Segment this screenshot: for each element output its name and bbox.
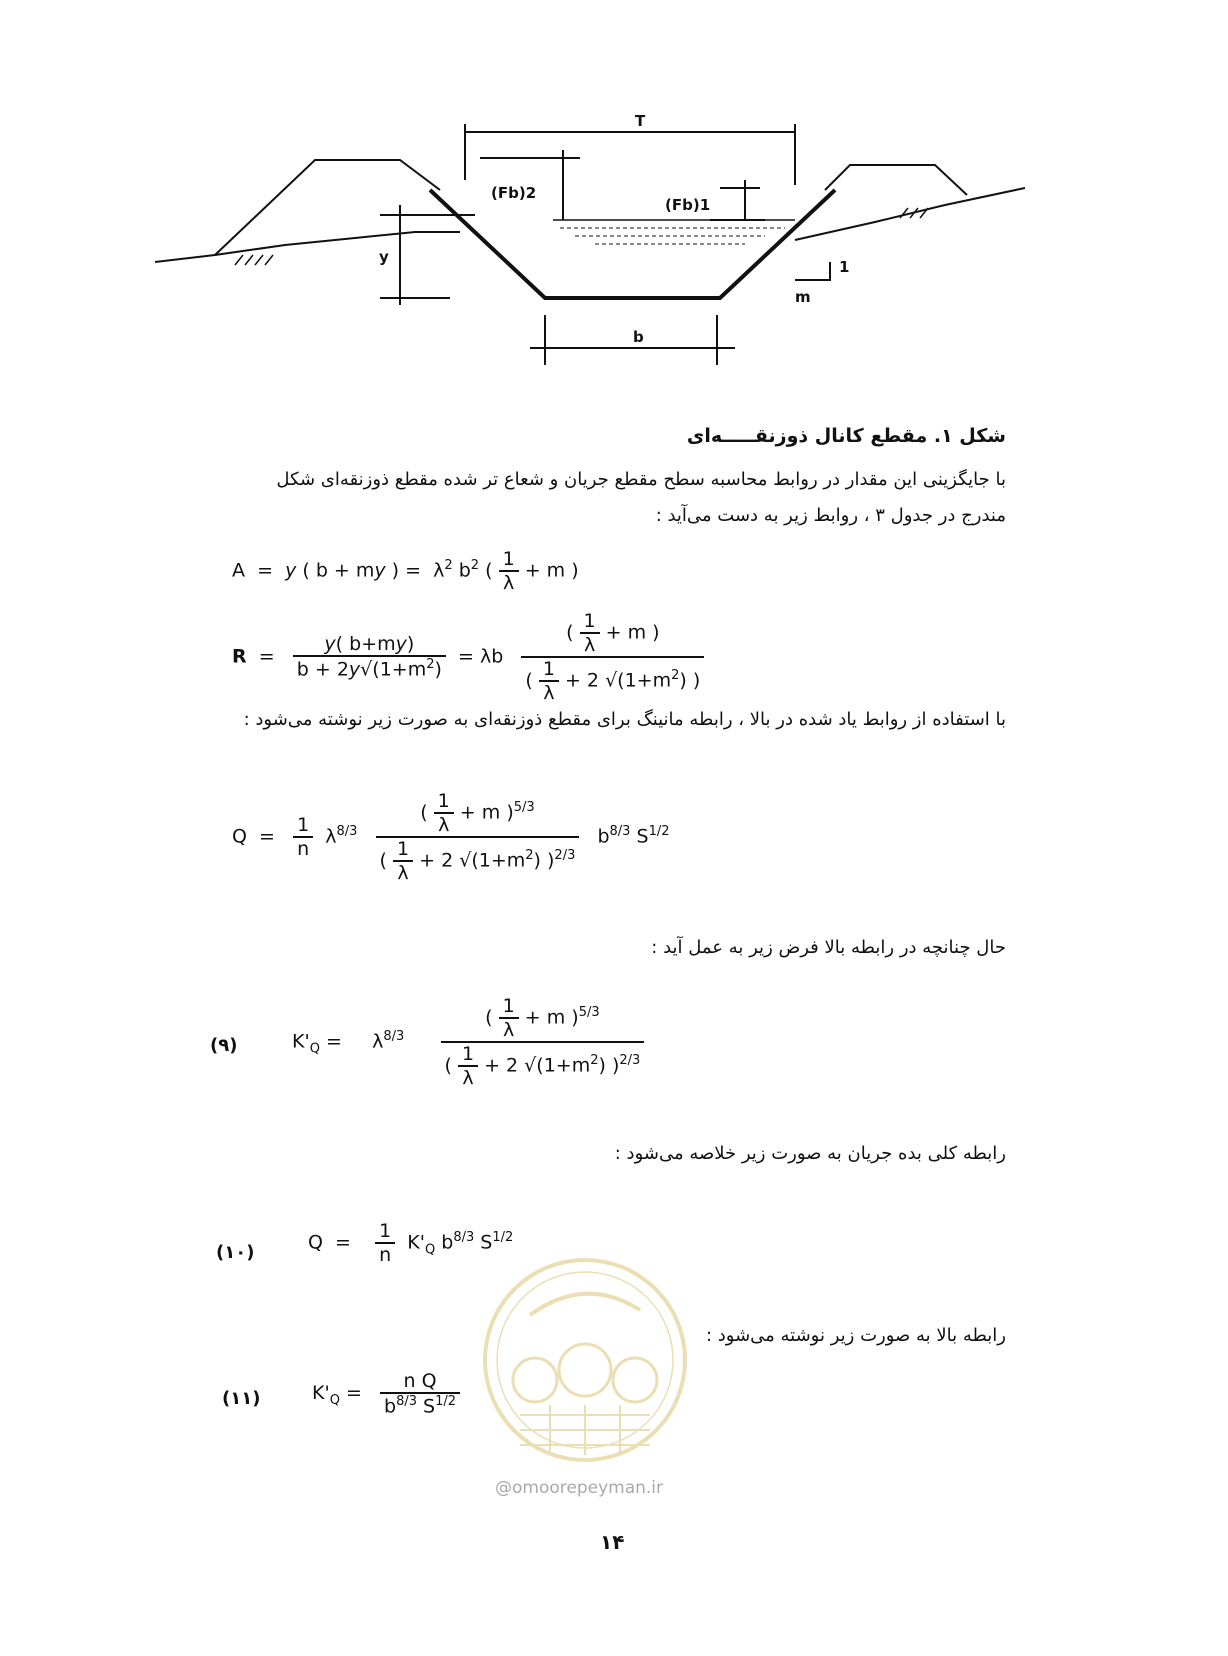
right-embankment (825, 165, 967, 195)
dim-fb1 (710, 180, 765, 220)
watermark-stamp-logo (480, 1255, 690, 1465)
label-m: m (795, 288, 811, 306)
paragraph-2: با استفاده از روابط یاد شده در بالا ، رابطه مانینگ برای مقطع ذوزنقه‌ای به صورت زیر نوشته می‌شود : (243, 709, 1006, 730)
equation-area: A = y ( b + my ) = $\lambda^2$ $b^2$ ( $\frac{1}{\lambda}$ + m ) (232, 548, 579, 594)
equation-number-11: (۱۱) (222, 1388, 261, 1409)
slope-indicator (795, 262, 830, 280)
equation-9: $K'_Q$ = $\lambda^{8/3}$ ( $\frac{1}{\lambda}$ + m )$^{5/3}$ ( $\frac{1}{\lambda}$ + 2 $√(1+m^2)$ )$^{2/3}$ (292, 995, 644, 1089)
label-b: b (633, 328, 644, 346)
ground-line-left (155, 232, 460, 262)
equation-11: $K'_Q$ = $\frac{\text{n Q}}{b^{8/3} S^{1/2}}$ (312, 1370, 460, 1417)
equation-10: Q = $\frac{1}{n}$ $K'_Q$ $b^{8/3}$ $S^{1/2}$ (308, 1220, 514, 1266)
equation-manning: Q = $\frac{1}{n}$ $\lambda^{8/3}$ ( $\frac{1}{\lambda}$ + m )$^{5/3}$ ( $\frac{1}{\lambda}$ + 2 $√(1+m^2)$ )$^{2/3}$ $b^{8/3}$ $S^{1/2}$ (232, 790, 670, 884)
dim-T-ticks (465, 124, 795, 185)
equation-hydraulic-radius: R = $\frac{y( b+my)}{b + 2y√(1+m^2)}$ = λb ( $\frac{1}{\lambda}$ + m ) ( $\frac{1}{\lambda}$ + 2 $√(1+m^2)$ ) (232, 610, 704, 704)
gear-icon (559, 1344, 611, 1396)
equation-number-9: (۹) (210, 1035, 238, 1056)
label-y: y (379, 248, 389, 266)
paragraph-5: رابطه بالا به صورت زیر نوشته می‌شود : (705, 1325, 1006, 1346)
paragraph-4: رابطه کلی بده جریان به صورت زیر خلاصه می‌شود : (614, 1143, 1006, 1164)
gear-icon (513, 1358, 557, 1402)
equation-number-10: (۱۰) (216, 1242, 255, 1263)
hatch-left (235, 255, 273, 265)
label-one: 1 (839, 258, 850, 276)
paragraph-3: حال چنانچه در رابطه بالا فرض زیر به عمل آید : (651, 937, 1006, 958)
gear-icon (613, 1358, 657, 1402)
page-number: ۱۴ (600, 1530, 625, 1554)
water-hatching (560, 228, 785, 244)
label-T: T (635, 112, 646, 130)
canal-cross-section-figure (155, 110, 1095, 400)
label-fb2: (Fb)2 (491, 184, 537, 202)
figure-caption: شکل ۱. مقطع کانال ذوزنقـــــه‌ای (686, 425, 1006, 447)
label-fb1: (Fb)1 (665, 196, 711, 214)
watermark-url: @omoorepeyman.ir (495, 1478, 664, 1498)
paragraph-1: با جایگزینی این مقدار در روابط محاسبه سطح مقطع جریان و شعاع تر شده مقطع ذوزنقه‌ای شکل مندرج در جدول ۳ ، روابط زیر به دست می‌آید : (276, 469, 1006, 526)
